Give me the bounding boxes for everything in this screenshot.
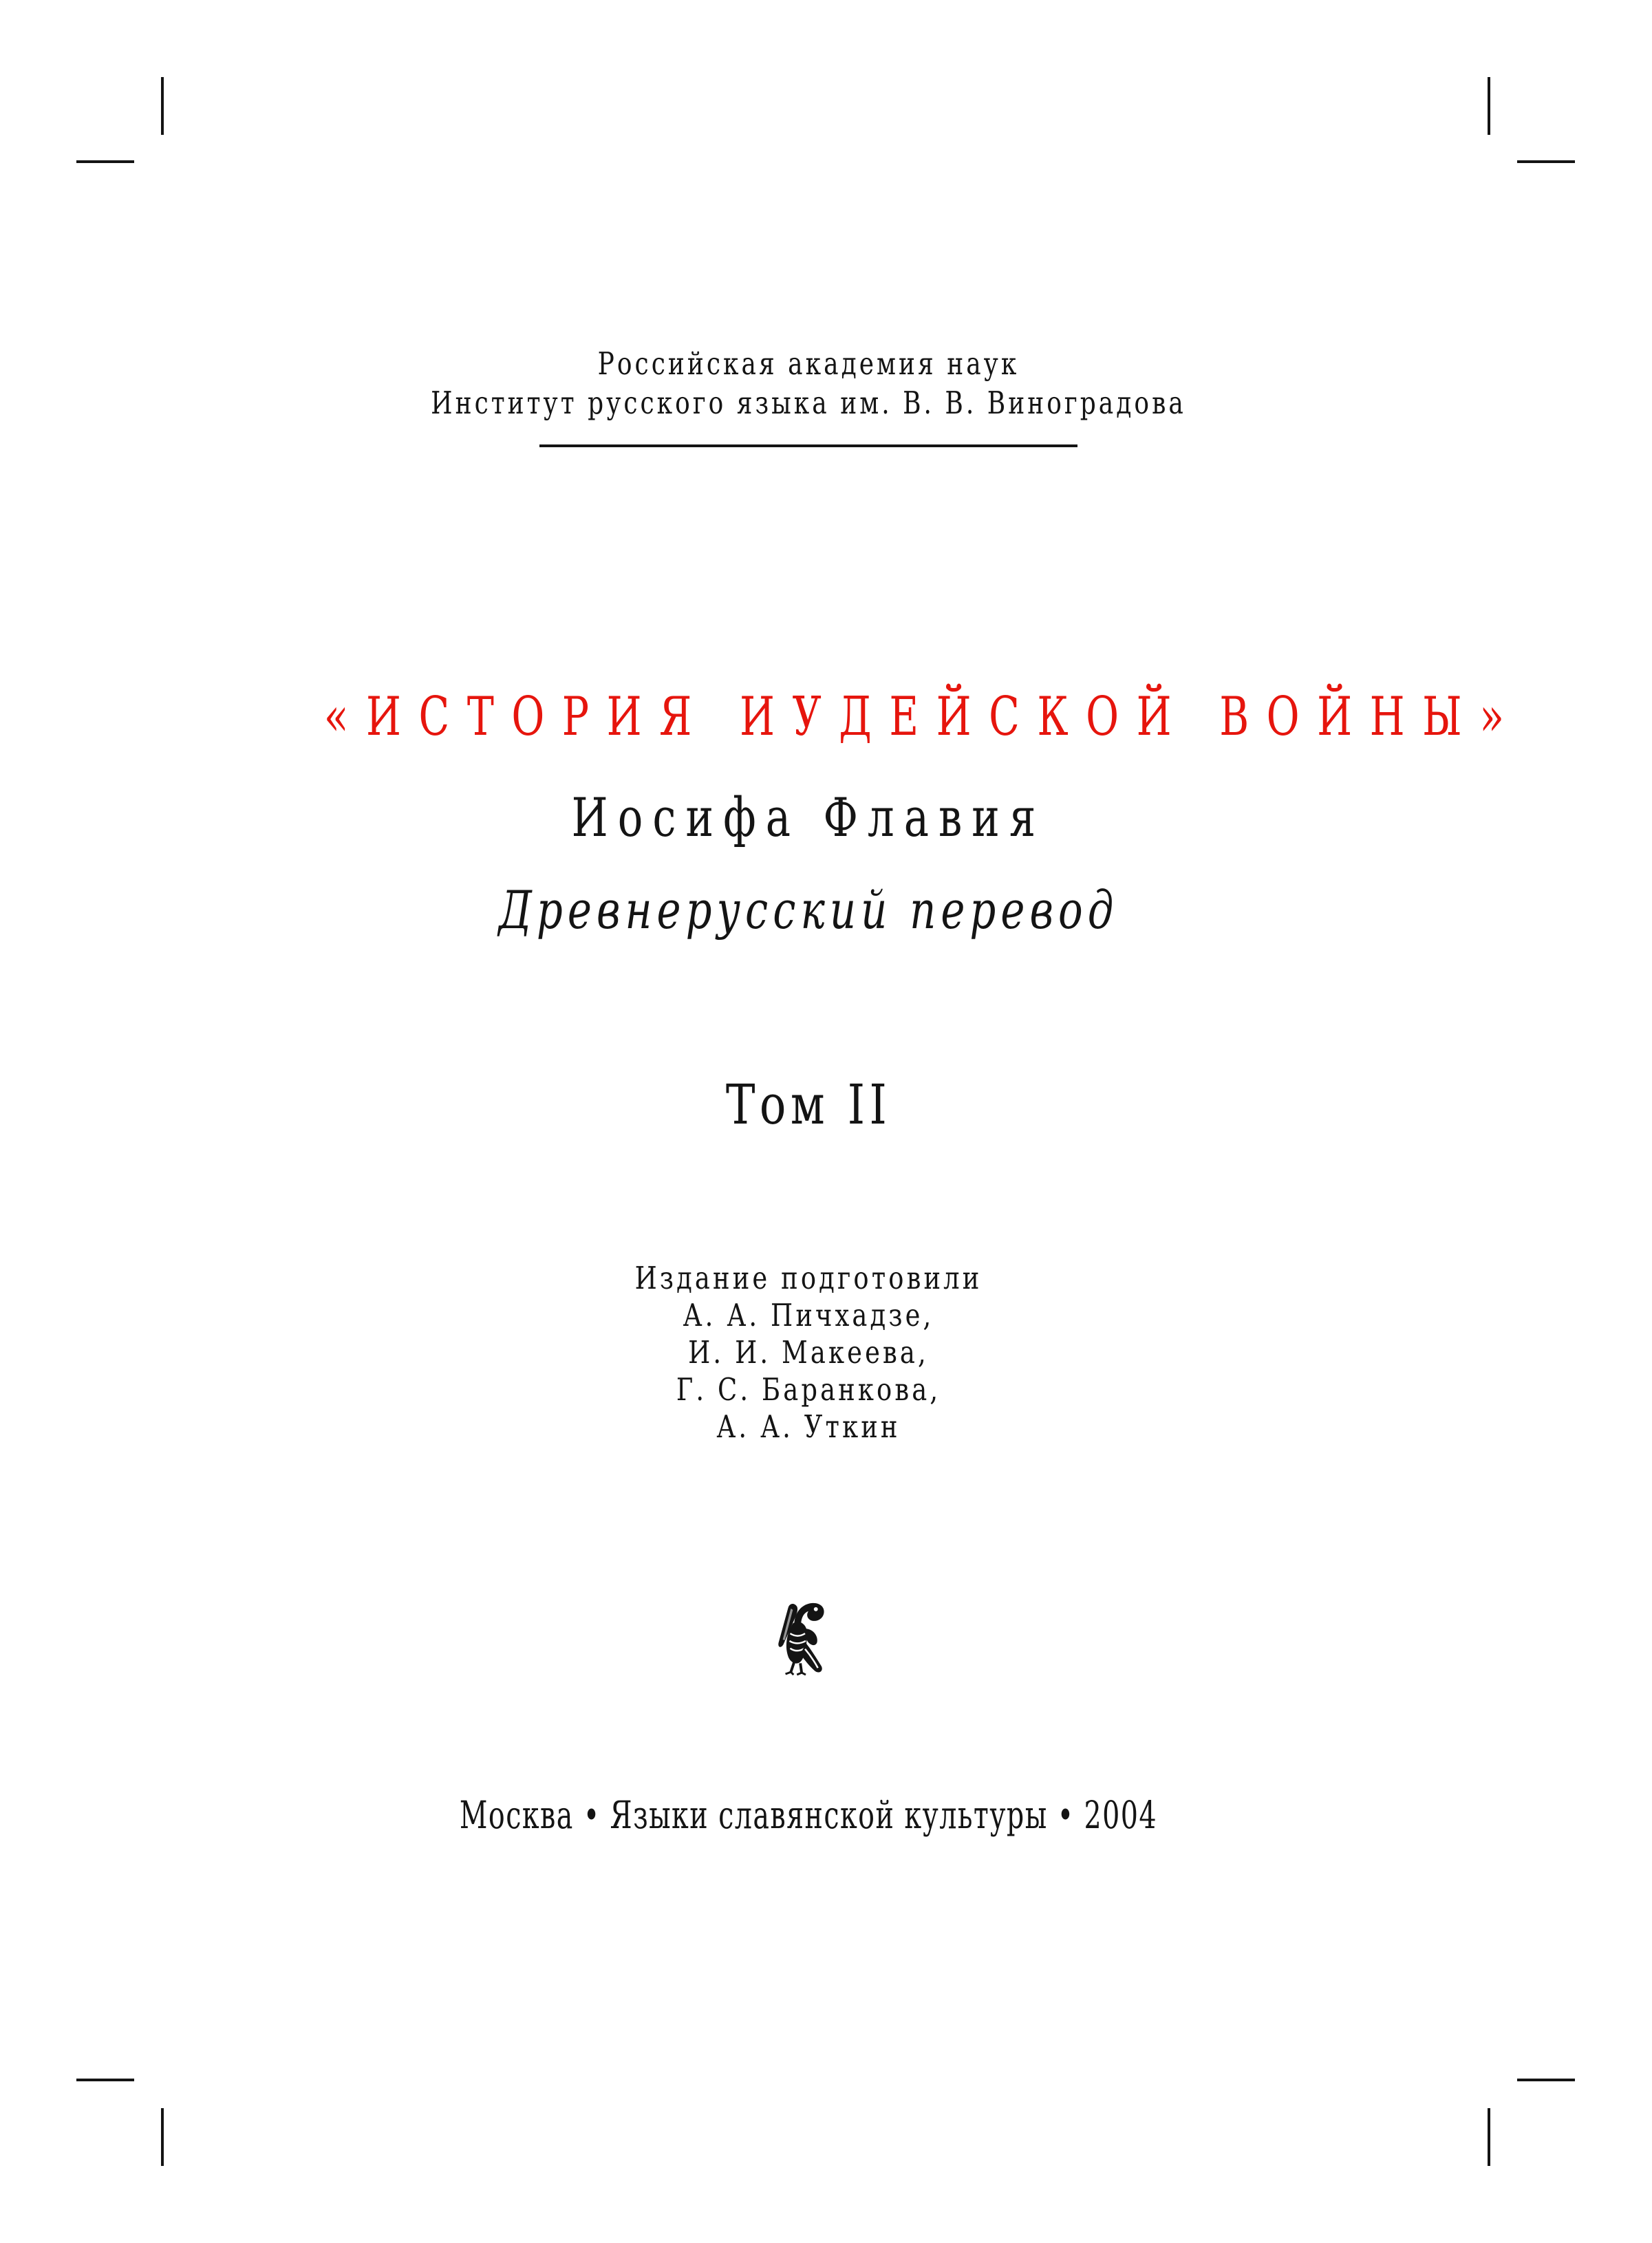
crop-mark-top-right-vertical: [1488, 77, 1490, 135]
affiliation-institute: Институт русского языка им. В. В. Виноградова: [431, 385, 1186, 421]
publisher-logo: [775, 1602, 837, 1676]
crop-mark-bottom-left-horizontal: [76, 2079, 134, 2081]
editors-heading: Издание подготовили: [634, 1260, 983, 1296]
editor-name: Г. С. Баранкова,: [676, 1371, 941, 1408]
affiliation-divider-rule: [539, 444, 1077, 447]
volume-label: Том II: [725, 1073, 892, 1137]
crop-mark-bottom-right-vertical: [1488, 2108, 1490, 2166]
crop-mark-top-left-horizontal: [76, 160, 134, 163]
bird-griffin-logo-icon: [775, 1602, 837, 1676]
crop-mark-bottom-right-horizontal: [1517, 2079, 1575, 2081]
book-main-title: «ИСТОРИЯ ИУДЕЙСКОЙ ВОЙНЫ»: [323, 686, 1522, 748]
editor-name: А. А. Пичхадзе,: [683, 1297, 934, 1333]
editor-name: И. И. Макеева,: [688, 1334, 929, 1371]
affiliation-academy: Российская академия наук: [597, 345, 1020, 382]
title-page-content: [162, 0, 1522, 2243]
book-subtitle: Древнерусский перевод: [498, 879, 1119, 941]
editor-name: А. А. Уткин: [716, 1408, 901, 1445]
crop-mark-top-right-horizontal: [1517, 160, 1575, 163]
book-author: Иосифа Флавия: [571, 787, 1046, 849]
imprint-line: Москва • Языки славянской культуры • 2004: [459, 1793, 1158, 1837]
